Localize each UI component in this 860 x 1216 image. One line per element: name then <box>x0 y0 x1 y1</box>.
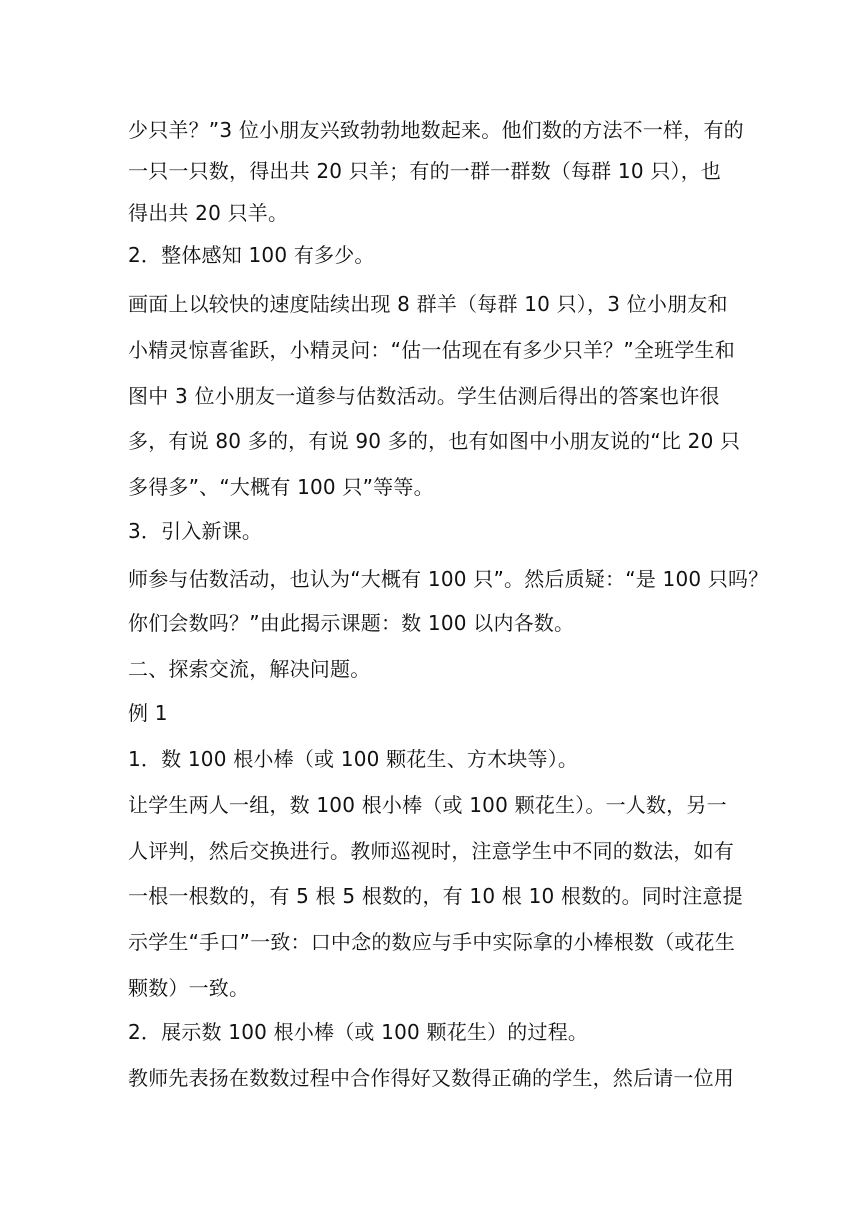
text-line: 让学生两人一组，数 100 根小棒（或 100 颗花生）。一人数，另一 <box>128 793 727 817</box>
text-line: 一根一根数的，有 5 根 5 根数的，有 10 根 10 根数的。同时注意提 <box>128 884 743 908</box>
text-line: 得出共 20 只羊。 <box>128 201 289 225</box>
text-line: 师参与估数活动，也认为“大概有 100 只”。然后质疑：“是 100 只吗？ <box>128 567 769 591</box>
section-heading: 3．引入新课。 <box>128 519 263 543</box>
section-heading: 二、探索交流，解决问题。 <box>128 657 371 681</box>
section-heading: 2．展示数 100 根小棒（或 100 颗花生）的过程。 <box>128 1020 589 1044</box>
text-line: 多得多”、“大概有 100 只”等等。 <box>128 475 434 499</box>
section-heading: 1．数 100 根小棒（或 100 颗花生、方木块等）。 <box>128 747 579 771</box>
text-line: 图中 3 位小朋友一道参与估数活动。学生估测后得出的答案也许很 <box>128 384 720 408</box>
text-line: 示学生“手口”一致：口中念的数应与手中实际拿的小棒根数（或花生 <box>128 930 735 954</box>
text-line: 画面上以较快的速度陆续出现 8 群羊（每群 10 只），3 位小朋友和 <box>128 292 728 316</box>
text-line: 小精灵惊喜雀跃，小精灵问：“估一估现在有多少只羊？”全班学生和 <box>128 338 735 362</box>
text-line: 少只羊？”3 位小朋友兴致勃勃地数起来。他们数的方法不一样，有的 <box>128 118 744 142</box>
text-line: 人评判，然后交换进行。教师巡视时，注意学生中不同的数法，如有 <box>128 839 734 863</box>
example-label: 例 1 <box>128 701 168 725</box>
text-line: 一只一只数，得出共 20 只羊；有的一群一群数（每群 10 只），也 <box>128 159 722 183</box>
section-heading: 2．整体感知 100 有多少。 <box>128 243 375 267</box>
text-line: 多，有说 80 多的，有说 90 多的，也有如图中小朋友说的“比 20 只 <box>128 429 741 453</box>
text-line: 教师先表扬在数数过程中合作得好又数得正确的学生，然后请一位用 <box>128 1066 734 1090</box>
text-line: 颗数）一致。 <box>128 976 250 1000</box>
text-line: 你们会数吗？”由此揭示课题：数 100 以内各数。 <box>128 611 575 635</box>
